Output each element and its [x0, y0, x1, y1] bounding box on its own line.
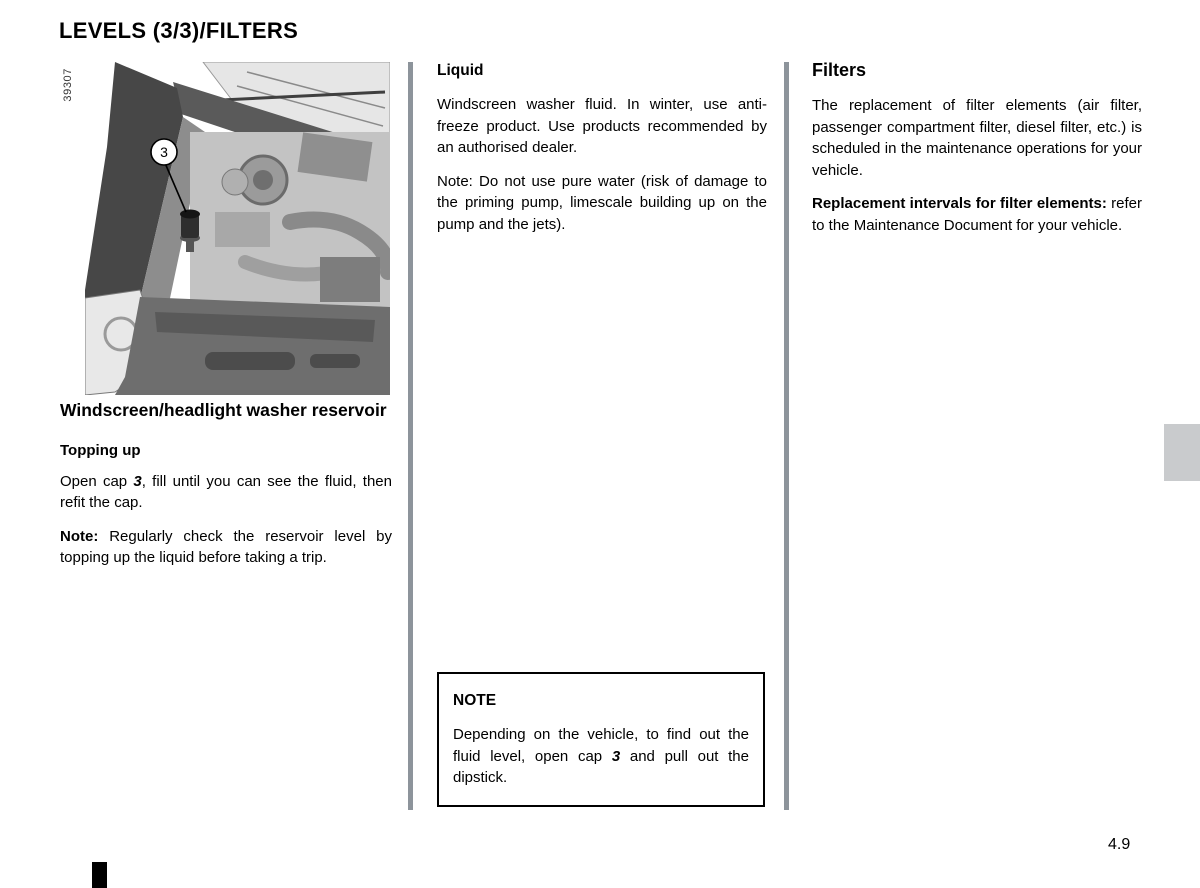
- note-box-text: [453, 724, 749, 789]
- paragraph-replacement-intervals: [812, 193, 1142, 236]
- paragraph-text: Open cap: [60, 472, 134, 490]
- paragraph-text: Depending on the vehicle, to find out the fluid level, open cap: [453, 726, 749, 765]
- callout-label: 3: [160, 144, 168, 160]
- cap-reference: 3: [611, 747, 621, 765]
- page-number: 4.9: [1108, 836, 1131, 853]
- engine-bay-illustration: [85, 62, 390, 395]
- paragraph-pure-water-note: Note: Do not use pure water (risk of damage to the priming pump, limescale building up on the pump and the jets).: [437, 172, 767, 233]
- page-title: LEVELS (3/3)/FILTERS: [59, 18, 299, 43]
- section-heading-washer-reservoir: Windscreen/headlight washer reservoir: [60, 400, 387, 420]
- paragraph-text: , fill until you can see the fluid, then refit the cap.: [60, 472, 392, 512]
- middle-column: [437, 62, 767, 247]
- left-column: [60, 400, 392, 581]
- section-heading-liquid: Liquid: [437, 62, 484, 79]
- paragraph-text: refer to the Maintenance Document for your vehicle.: [812, 195, 1142, 234]
- figure-ref-number: 39307: [62, 68, 74, 102]
- chapter-side-tab: [1164, 424, 1200, 481]
- print-registration-mark: [92, 862, 107, 888]
- paragraph-text: Regularly check the reservoir level by topping up the liquid before taking a trip.: [60, 527, 392, 567]
- note-box-heading: NOTE: [453, 692, 497, 709]
- paragraph-washer-fluid: Windscreen washer fluid. In winter, use anti-freeze product. Use products recommended by an authorised dealer.: [437, 96, 767, 156]
- replacement-intervals-label: Replacement intervals for filter elements:: [812, 195, 1107, 212]
- note-label: Note:: [60, 527, 99, 545]
- note-box: [437, 672, 765, 807]
- paragraph-text: and pull out the dipstick.: [453, 747, 749, 786]
- cap-reference: 3: [133, 472, 142, 490]
- paragraph-filter-elements: The replacement of filter elements (air filter, passenger compartment filter, diesel filter, etc.) is scheduled in the maintenance operations for your vehicle.: [812, 97, 1142, 179]
- paragraph-note-left: [60, 526, 392, 569]
- subheading-topping-up: Topping up: [60, 441, 141, 459]
- column-divider-left: [408, 62, 413, 810]
- column-divider-right: [784, 62, 789, 810]
- engine-figure: [85, 62, 390, 395]
- section-heading-filters: Filters: [812, 60, 867, 80]
- engine-cover: [115, 297, 390, 395]
- right-column: [812, 60, 1142, 248]
- paragraph-open-cap: [60, 471, 392, 514]
